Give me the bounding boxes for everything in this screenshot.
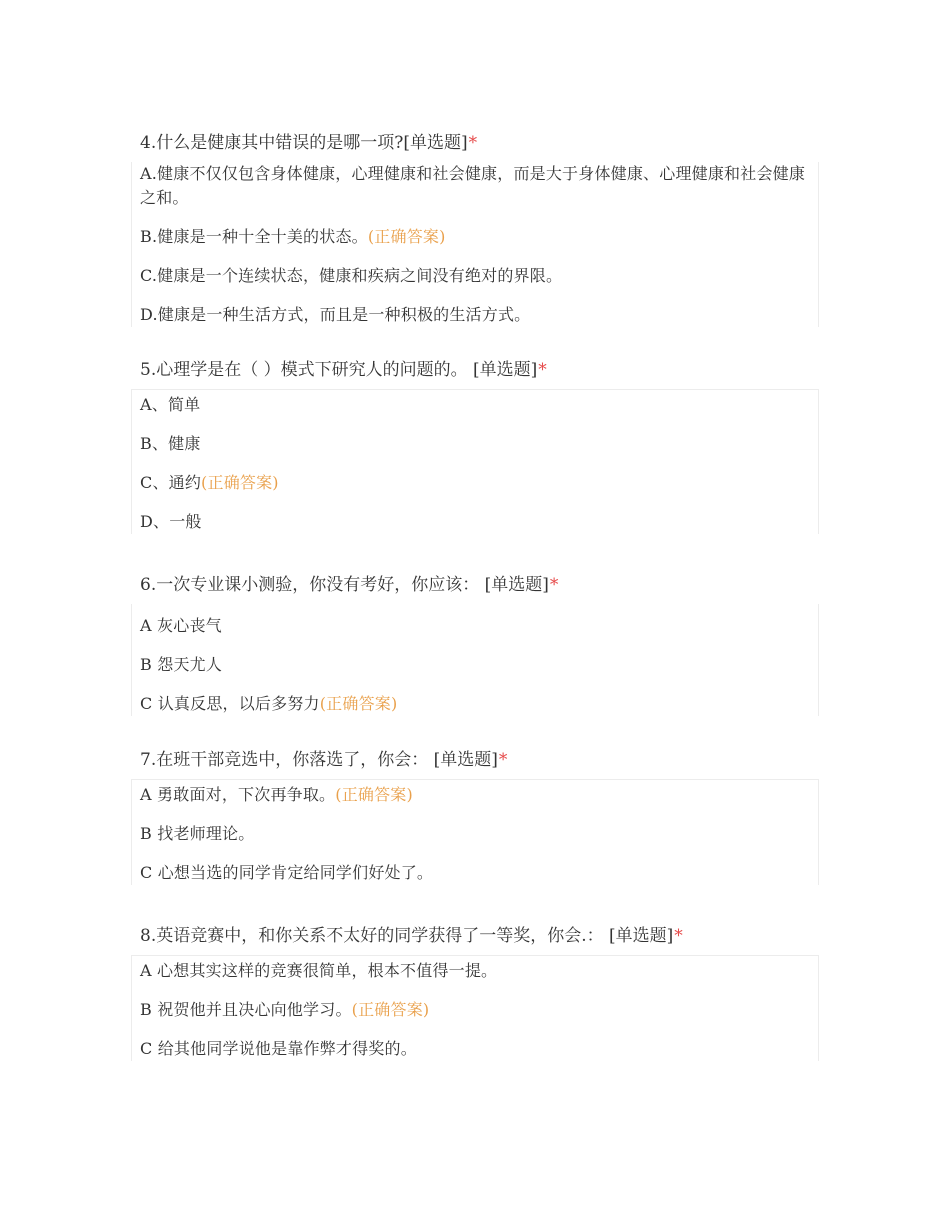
correct-answer-label: (正确答案) xyxy=(335,785,413,804)
question-4 xyxy=(131,132,819,337)
option-a[interactable]: A 勇敢面对，下次再争取。(正确答案) xyxy=(140,785,413,804)
option-d[interactable]: D、一般 xyxy=(140,512,202,531)
correct-answer-label: (正确答案) xyxy=(367,227,446,246)
question-title: 5.心理学是在（ ）模式下研究人的问题的。 [单选题]* xyxy=(140,360,547,380)
option-a[interactable]: A、简单 xyxy=(140,395,201,414)
option-c[interactable]: C 认真反思，以后多努力(正确答案) xyxy=(140,694,398,713)
options-list xyxy=(131,389,819,534)
question-title: 4.什么是健康其中错误的是哪一项?[单选题]* xyxy=(140,133,478,153)
option-b[interactable]: B.健康是一种十全十美的状态。(正确答案) xyxy=(140,227,446,246)
question-title: 7.在班干部竞选中，你落选了，你会： [单选题]* xyxy=(140,750,508,770)
options-list xyxy=(131,955,819,1061)
option-a[interactable]: A 心想其实这样的竞赛很简单，根本不值得一提。 xyxy=(140,961,498,980)
options-list xyxy=(131,604,819,716)
correct-answer-label: (正确答案) xyxy=(351,1000,430,1019)
option-c[interactable]: C、通约(正确答案) xyxy=(140,473,279,492)
option-b[interactable]: B 怨天尤人 xyxy=(140,655,223,674)
option-a[interactable]: A 灰心丧气 xyxy=(140,616,222,635)
option-c[interactable]: C.健康是一个连续状态，健康和疾病之间没有绝对的界限。 xyxy=(140,266,563,285)
option-b[interactable]: B 找老师理论。 xyxy=(140,824,255,843)
required-mark: * xyxy=(549,575,559,595)
option-b[interactable]: B、健康 xyxy=(140,434,201,453)
option-b[interactable]: B 祝贺他并且决心向他学习。(正确答案) xyxy=(140,1000,430,1019)
question-title: 8.英语竞赛中，和你关系不太好的同学获得了一等奖，你会.： [单选题]* xyxy=(140,926,683,946)
question-title: 6.一次专业课小测验，你没有考好，你应该： [单选题]* xyxy=(140,575,559,595)
correct-answer-label: (正确答案) xyxy=(319,694,398,713)
required-mark: * xyxy=(538,360,547,380)
option-c[interactable]: C 给其他同学说他是靠作弊才得奖的。 xyxy=(140,1039,417,1058)
required-mark: * xyxy=(498,750,508,770)
question-6 xyxy=(131,574,819,726)
question-7 xyxy=(131,749,819,895)
option-a[interactable]: A.健康不仅仅包含身体健康，心理健康和社会健康，而是大于身体健康、心理健康和社会健康之和。 xyxy=(140,164,806,207)
question-5 xyxy=(131,359,819,544)
option-d[interactable]: D.健康是一种生活方式，而且是一种积极的生活方式。 xyxy=(140,305,531,324)
option-c[interactable]: C 心想当选的同学肯定给同学们好处了。 xyxy=(140,863,434,882)
options-list xyxy=(131,779,819,885)
question-8 xyxy=(131,925,819,1071)
correct-answer-label: (正确答案) xyxy=(201,473,279,492)
required-mark: * xyxy=(674,926,683,946)
options-list xyxy=(131,162,819,327)
required-mark: * xyxy=(468,133,478,153)
